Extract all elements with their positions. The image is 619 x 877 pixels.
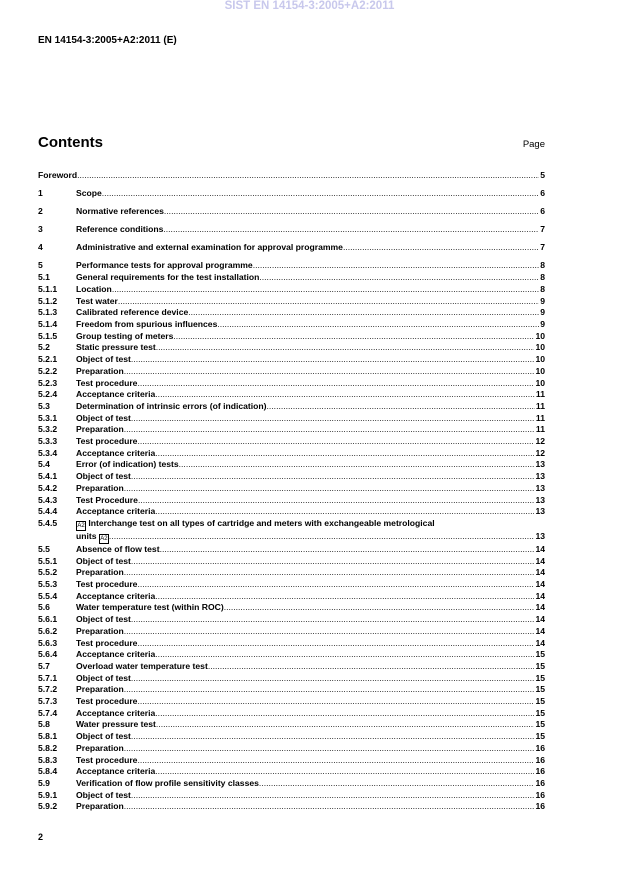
dot-leader <box>131 354 535 366</box>
toc-title: Test Procedure <box>76 494 138 505</box>
toc-title: Test procedure <box>76 436 138 447</box>
toc-title: Test procedure <box>76 637 138 648</box>
toc-title: Preparation <box>76 801 124 812</box>
toc-entry[interactable] <box>38 448 545 460</box>
toc-page: 11 <box>535 400 545 411</box>
toc-title: Preparation <box>76 742 124 753</box>
toc-page: 13 <box>535 471 545 482</box>
dot-leader <box>179 459 535 471</box>
toc-number: 3 <box>38 224 43 235</box>
toc-number: 5.7.3 <box>38 696 58 707</box>
contents-title: Contents <box>38 134 103 151</box>
toc-title: Preparation <box>76 684 124 695</box>
page-column-label: Page <box>522 139 545 150</box>
toc-page: 15 <box>535 696 545 707</box>
toc-number: 4 <box>38 242 43 253</box>
toc-number: 5.6.4 <box>38 649 58 660</box>
toc-title: Object of test <box>76 555 131 566</box>
toc-number: 5.7.2 <box>38 684 58 695</box>
dot-leader <box>155 448 534 460</box>
toc-number: 5.2 <box>38 342 50 353</box>
toc-page: 15 <box>535 672 545 683</box>
toc-number: 5.8.1 <box>38 731 58 742</box>
dot-leader <box>155 708 534 720</box>
toc-number: 5.4.4 <box>38 506 58 517</box>
toc-page: 15 <box>535 731 545 742</box>
toc-title: Foreword <box>38 170 78 180</box>
toc-page: 7 <box>540 224 545 235</box>
toc-entry[interactable] <box>38 284 545 296</box>
dot-leader <box>112 284 539 296</box>
toc-entry[interactable] <box>38 260 545 272</box>
toc-title: Preparation <box>76 365 124 376</box>
toc-title: Object of test <box>76 412 131 423</box>
toc-page: 16 <box>535 778 545 788</box>
toc-entry[interactable] <box>38 389 545 401</box>
toc-number: 5.7.4 <box>38 707 58 718</box>
toc-title: Acceptance criteria <box>76 707 156 718</box>
document-header: EN 14154-3:2005+A2:2011 (E) <box>38 35 177 46</box>
toc-entry[interactable] <box>38 342 545 354</box>
toc-entry[interactable] <box>38 170 545 182</box>
toc-entry[interactable] <box>38 483 545 495</box>
toc-entry[interactable] <box>38 401 545 413</box>
toc-entry[interactable] <box>38 331 545 343</box>
dot-leader <box>124 483 535 495</box>
toc-page: 13 <box>535 459 545 470</box>
toc-page: 14 <box>535 602 545 613</box>
dot-leader <box>156 719 535 731</box>
dot-leader <box>124 567 535 579</box>
toc-page: 16 <box>535 766 545 777</box>
toc-entry[interactable] <box>38 224 545 236</box>
toc-number: 1 <box>38 188 43 199</box>
toc-entry[interactable] <box>38 495 545 507</box>
dot-leader <box>164 206 539 218</box>
toc-entry[interactable] <box>38 626 545 638</box>
toc-entry[interactable] <box>38 242 545 254</box>
toc-number: 5.2.2 <box>38 365 58 376</box>
toc-number: 5.3.4 <box>38 447 58 458</box>
dot-leader <box>173 331 534 343</box>
toc-title: Object of test <box>76 471 131 482</box>
toc-number: 5.8.3 <box>38 754 58 765</box>
toc-title: Absence of flow test <box>76 543 160 554</box>
toc-page: 15 <box>535 719 545 730</box>
toc-entry[interactable] <box>38 638 545 650</box>
toc-number: 5.6 <box>38 602 50 613</box>
toc-page: 6 <box>540 188 545 199</box>
toc-number: 5.9.2 <box>38 801 58 812</box>
toc-entry[interactable] <box>38 755 545 767</box>
toc-entry[interactable] <box>38 272 545 284</box>
toc-number: 5.3.1 <box>38 412 58 423</box>
toc-page: 11 <box>535 412 545 423</box>
toc-title: Group testing of meters <box>76 330 174 341</box>
dot-leader <box>137 696 534 708</box>
dot-leader <box>109 531 535 544</box>
toc-entry[interactable] <box>38 378 545 390</box>
toc-title: Acceptance criteria <box>76 766 156 777</box>
toc-title: Acceptance criteria <box>76 506 156 517</box>
toc-number: 2 <box>38 206 43 217</box>
toc-number: 5.5.4 <box>38 590 58 601</box>
toc-number: 5.4.3 <box>38 494 58 505</box>
dot-leader <box>124 626 535 638</box>
toc-page: 14 <box>535 579 545 590</box>
toc-title: Overload water temperature test <box>76 660 208 671</box>
dot-leader <box>188 307 539 319</box>
dot-leader <box>267 401 535 413</box>
dot-leader <box>124 424 535 436</box>
toc-entry[interactable] <box>38 354 545 366</box>
dot-leader <box>124 684 535 696</box>
toc-title: Location <box>76 283 112 294</box>
toc-page: 16 <box>535 789 545 800</box>
toc-number: 5.1.3 <box>38 307 58 318</box>
toc-title: Test procedure <box>76 579 138 590</box>
dot-leader <box>131 673 535 685</box>
toc-page: 14 <box>535 614 545 625</box>
toc-title: Object of test <box>76 731 131 742</box>
toc-entry[interactable] <box>38 471 545 483</box>
toc-title: Normative references <box>76 206 164 217</box>
toc-title: Interchange test on all types of cartridge and meters with exchangeable metrological <box>88 517 435 528</box>
dot-leader <box>137 638 534 650</box>
toc-page: 13 <box>535 530 545 541</box>
toc-page: 10 <box>535 377 545 388</box>
toc-number: 5.8.4 <box>38 766 58 777</box>
toc-number: 5.5 <box>38 543 50 554</box>
toc-number: 5.3.3 <box>38 436 58 447</box>
dot-leader <box>259 778 535 790</box>
dot-leader <box>259 272 539 284</box>
toc-entry[interactable] <box>38 366 545 378</box>
toc-entry[interactable] <box>38 319 545 331</box>
toc-page: 12 <box>535 436 545 447</box>
toc-entry[interactable] <box>38 719 545 731</box>
toc-entry[interactable] <box>38 778 545 790</box>
dot-leader <box>137 378 534 390</box>
toc-page: 14 <box>535 567 545 578</box>
toc-title: Scope <box>76 188 102 199</box>
toc-page: 16 <box>535 801 545 812</box>
toc-page: 13 <box>535 506 545 517</box>
toc-number: 5.4.1 <box>38 471 58 482</box>
toc-number: 5.6.2 <box>38 625 58 636</box>
toc-page: 15 <box>535 707 545 718</box>
dot-leader <box>137 436 534 448</box>
toc-entry[interactable] <box>38 673 545 685</box>
toc-title: Test procedure <box>76 754 138 765</box>
toc-entry[interactable] <box>38 307 545 319</box>
dot-leader <box>131 790 535 802</box>
toc-page: 10 <box>535 342 545 353</box>
toc-entry[interactable] <box>38 567 545 579</box>
toc-number: 5.1.2 <box>38 295 58 306</box>
dot-leader <box>124 743 535 755</box>
toc-page: 14 <box>535 625 545 636</box>
toc-title: Test water <box>76 295 118 306</box>
toc-page: 5 <box>540 170 545 180</box>
toc-title: Acceptance criteria <box>76 389 156 400</box>
toc-title: Freedom from spurious influences <box>76 318 218 329</box>
toc-entry[interactable] <box>38 766 545 778</box>
toc-number: 5.9 <box>38 778 50 788</box>
toc-entry[interactable] <box>38 544 545 556</box>
toc-number: 5.7.1 <box>38 672 58 683</box>
toc-number: 5.1 <box>38 272 50 283</box>
dot-leader <box>137 755 534 767</box>
toc-entry[interactable] <box>38 708 545 720</box>
toc-page: 10 <box>535 330 545 341</box>
toc-entry[interactable] <box>38 413 545 425</box>
toc-entry[interactable] <box>38 649 545 661</box>
toc-title: Calibrated reference device <box>76 307 189 318</box>
toc-page: 14 <box>535 555 545 566</box>
toc-title: Preparation <box>76 424 124 435</box>
toc-title: Reference conditions <box>76 224 164 235</box>
toc-title: Administrative and external examination for approval programme <box>76 242 343 253</box>
dot-leader <box>137 579 534 591</box>
dot-leader <box>131 471 535 483</box>
dot-leader <box>131 614 535 626</box>
dot-leader <box>131 556 535 568</box>
dot-leader <box>138 495 535 507</box>
toc-number: 5.2.3 <box>38 377 58 388</box>
toc-number: 5.8.2 <box>38 742 58 753</box>
toc-page: 10 <box>535 365 545 376</box>
toc-title: Object of test <box>76 354 131 365</box>
toc-entry[interactable] <box>38 661 545 673</box>
toc-number: 5.3 <box>38 400 50 411</box>
toc-page: 15 <box>535 649 545 660</box>
toc-entry[interactable] <box>38 188 545 200</box>
toc-page: 7 <box>540 242 545 253</box>
toc-number: 5.2.4 <box>38 389 58 400</box>
toc-entry[interactable] <box>38 436 545 448</box>
dot-leader <box>131 413 535 425</box>
toc-entry[interactable] <box>38 424 545 436</box>
toc-number: 5.5.3 <box>38 579 58 590</box>
toc-number: 5.1.5 <box>38 330 58 341</box>
toc-entry[interactable] <box>38 296 545 308</box>
toc-entry[interactable] <box>38 602 545 614</box>
toc-entry[interactable] <box>38 696 545 708</box>
toc-entry[interactable] <box>38 801 545 813</box>
toc-entry[interactable] <box>38 591 545 603</box>
toc-page: 15 <box>535 660 545 671</box>
toc-number: 5.4.5 <box>38 517 58 528</box>
toc-page: 13 <box>535 482 545 493</box>
toc-title: Acceptance criteria <box>76 590 156 601</box>
toc-page: 11 <box>535 389 545 400</box>
amendment-end-icon: A2 <box>100 535 108 542</box>
dot-leader <box>155 506 534 518</box>
toc-title: General requirements for the test installation <box>76 272 260 283</box>
dot-leader <box>77 170 539 182</box>
toc-number: 5.6.3 <box>38 637 58 648</box>
toc-entry[interactable] <box>38 459 545 471</box>
dot-leader <box>160 544 535 556</box>
toc-number: 5.5.2 <box>38 567 58 578</box>
toc-number: 5.9.1 <box>38 789 58 800</box>
toc-page: 8 <box>540 272 545 283</box>
toc-page: 14 <box>535 590 545 601</box>
dot-leader <box>156 342 535 354</box>
toc-entry[interactable] <box>38 579 545 591</box>
toc-page: 9 <box>540 295 545 306</box>
page-number: 2 <box>38 832 44 842</box>
toc-number: 5.4 <box>38 459 50 470</box>
dot-leader <box>217 319 539 331</box>
toc-title: Test procedure <box>76 377 138 388</box>
toc-page: 8 <box>540 283 545 294</box>
toc-title-continued: units <box>76 530 97 541</box>
toc-page: 12 <box>535 447 545 458</box>
toc-number: 5.1.4 <box>38 318 58 329</box>
toc-title: Acceptance criteria <box>76 649 156 660</box>
toc-page: 6 <box>540 206 545 217</box>
dot-leader <box>343 242 539 254</box>
toc-entry[interactable] <box>38 614 545 626</box>
toc-page: 14 <box>535 543 545 554</box>
toc-number: 5.5.1 <box>38 555 58 566</box>
toc-number: 5.7 <box>38 660 50 671</box>
toc-title: Water pressure test <box>76 719 156 730</box>
dot-leader <box>224 602 535 614</box>
toc-page: 15 <box>535 684 545 695</box>
dot-leader <box>155 766 534 778</box>
toc-title: Verification of flow profile sensitivity classes <box>76 778 259 788</box>
dot-leader <box>124 801 535 813</box>
toc-entry[interactable] <box>38 684 545 696</box>
dot-leader <box>118 296 539 308</box>
toc-number: 5.1.1 <box>38 283 58 294</box>
toc-page: 16 <box>535 754 545 765</box>
toc-page: 13 <box>535 494 545 505</box>
dot-leader <box>253 260 540 272</box>
toc-page: 14 <box>535 637 545 648</box>
dot-leader <box>208 661 535 673</box>
toc-entry[interactable] <box>38 790 545 802</box>
toc-title: Test procedure <box>76 696 138 707</box>
toc-number: 5.3.2 <box>38 424 58 435</box>
toc-title: Error (of indication) tests <box>76 459 179 470</box>
toc-title: Preparation <box>76 567 124 578</box>
toc-number: 5.4.2 <box>38 482 58 493</box>
toc-title: Preparation <box>76 482 124 493</box>
toc-page: 9 <box>540 318 545 329</box>
toc-number: 5 <box>38 260 43 271</box>
toc-entry[interactable] <box>38 518 545 544</box>
dot-leader <box>124 366 535 378</box>
toc-entry[interactable] <box>38 743 545 755</box>
toc-entry[interactable] <box>38 206 545 218</box>
toc-title: Object of test <box>76 672 131 683</box>
dot-leader <box>102 188 539 200</box>
toc-entry[interactable] <box>38 556 545 568</box>
toc-title: Performance tests for approval programme <box>76 260 253 271</box>
toc-page: 9 <box>540 307 545 318</box>
dot-leader <box>163 224 539 236</box>
watermark: SIST EN 14154-3:2005+A2:2011 <box>224 0 395 12</box>
toc-title: Acceptance criteria <box>76 447 156 458</box>
toc-entry[interactable] <box>38 731 545 743</box>
toc-page: 8 <box>540 260 545 271</box>
toc-title: Preparation <box>76 625 124 636</box>
toc-page: 11 <box>535 424 545 435</box>
dot-leader <box>155 389 535 401</box>
dot-leader <box>155 591 534 603</box>
toc-number: 5.8 <box>38 719 50 730</box>
toc-title: Object of test <box>76 614 131 625</box>
toc-title: Water temperature test (within ROC) <box>76 602 224 613</box>
amendment-start-icon: A2 <box>77 522 85 529</box>
toc-number: 5.6.1 <box>38 614 58 625</box>
toc-page: 16 <box>535 742 545 753</box>
toc-title: Static pressure test <box>76 342 156 353</box>
dot-leader <box>131 731 535 743</box>
toc-page: 10 <box>535 354 545 365</box>
table-of-contents <box>38 170 545 813</box>
dot-leader <box>155 649 534 661</box>
toc-title: Determination of intrinsic errors (of indication) <box>76 400 267 411</box>
toc-number: 5.2.1 <box>38 354 58 365</box>
toc-title: Object of test <box>76 789 131 800</box>
toc-entry[interactable] <box>38 506 545 518</box>
